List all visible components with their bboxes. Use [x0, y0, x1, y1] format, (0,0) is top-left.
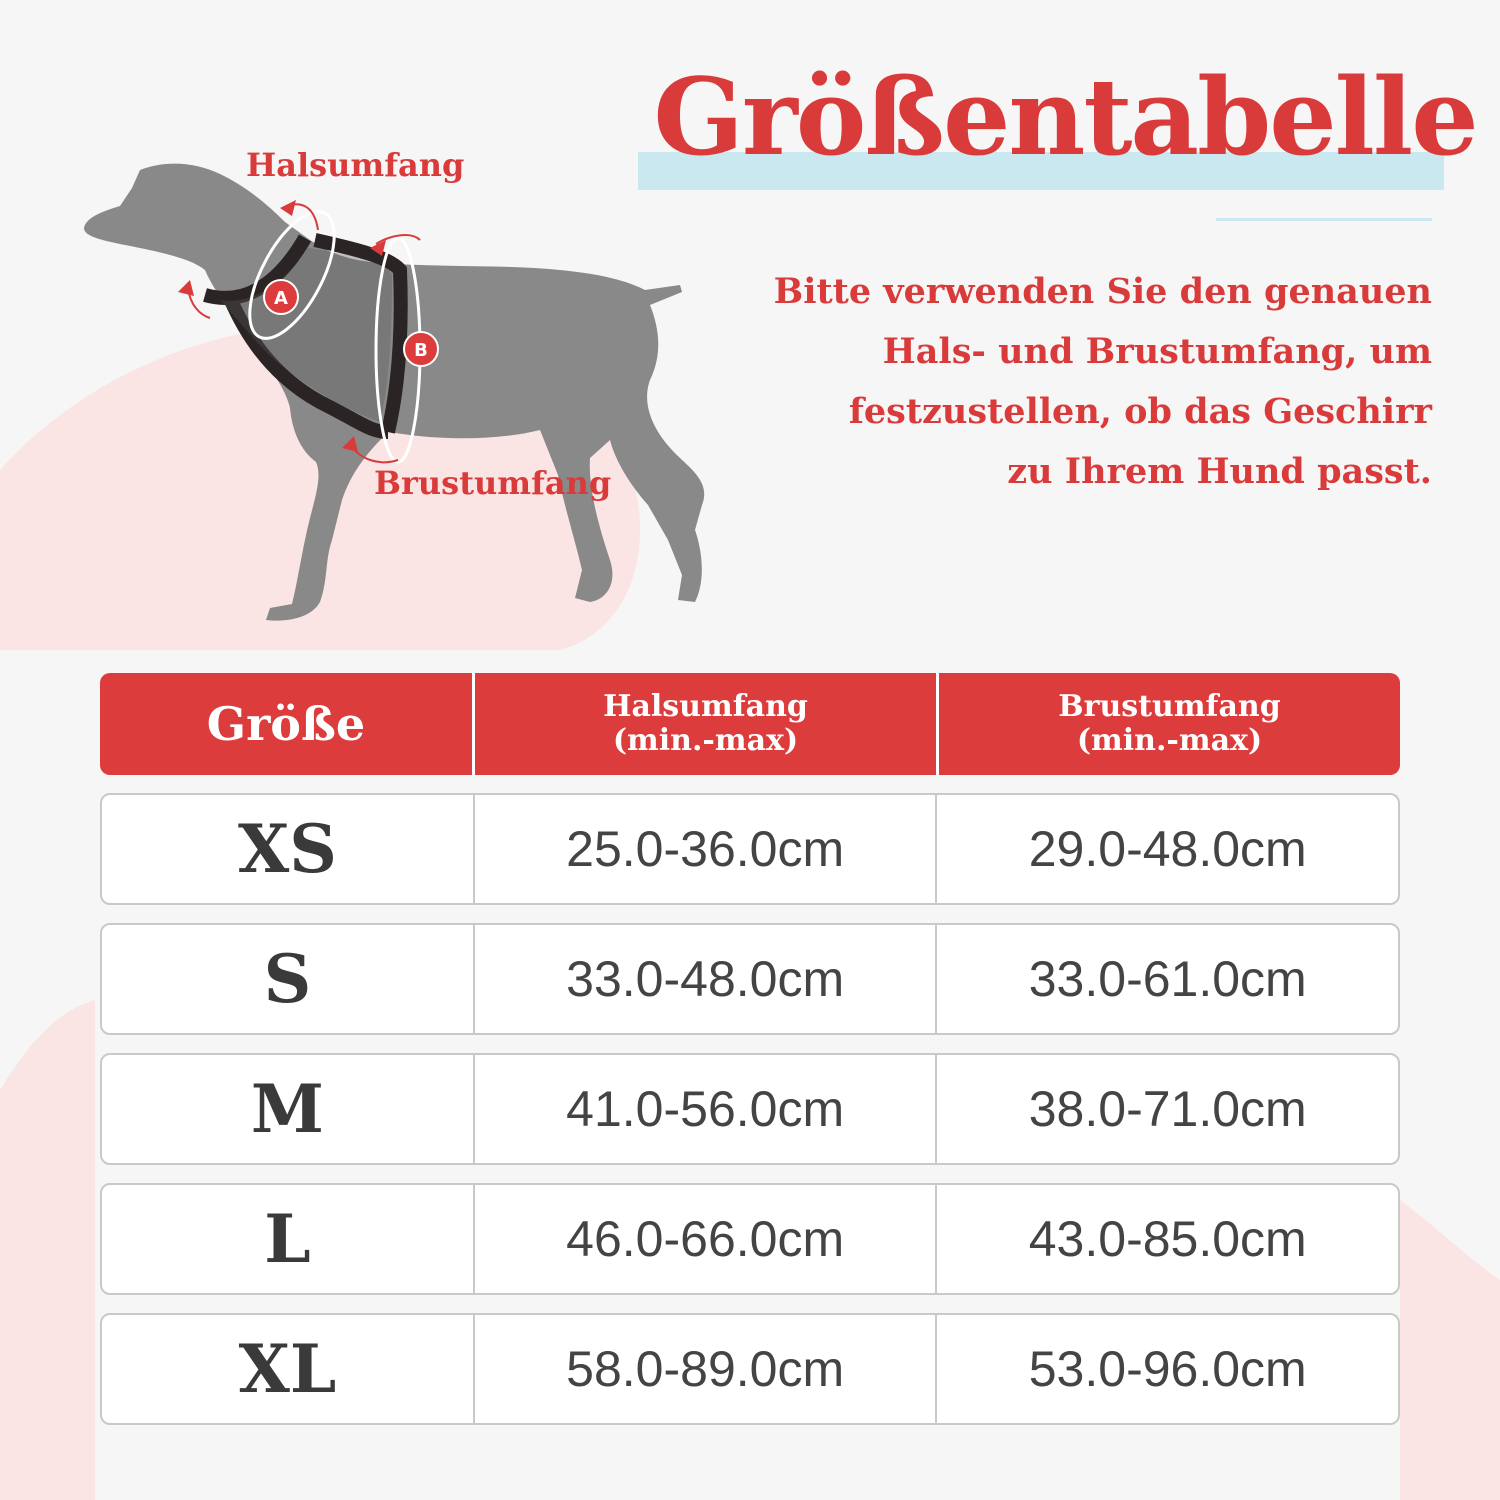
intro-text	[760, 262, 1432, 502]
header-neck	[472, 673, 936, 775]
neck-cell: 33.0-48.0cm	[473, 925, 936, 1033]
table-row	[100, 793, 1400, 905]
page-title: Größentabelle	[653, 54, 1477, 179]
header-chest-range: (min.-max)	[1076, 723, 1263, 758]
size-cell: M	[250, 1070, 324, 1148]
marker-a-label: A	[274, 288, 288, 309]
size-cell: XL	[238, 1330, 337, 1408]
neck-cell: 25.0-36.0cm	[473, 795, 936, 903]
size-table-header	[100, 673, 1400, 775]
header-size-label: Größe	[206, 697, 366, 751]
intro-line: Hals- und Brustumfang, um	[882, 331, 1432, 372]
arrow-icon	[280, 200, 296, 216]
chest-cell: 43.0-85.0cm	[935, 1185, 1398, 1293]
header-chest-label: Brustumfang	[1058, 689, 1281, 724]
header-neck-range: (min.-max)	[612, 723, 799, 758]
intro-line: zu Ihrem Hund passt.	[1007, 451, 1432, 492]
arrow-icon	[178, 280, 194, 296]
neck-cell: 41.0-56.0cm	[473, 1055, 936, 1163]
chest-cell: 33.0-61.0cm	[935, 925, 1398, 1033]
table-row	[100, 1313, 1400, 1425]
chest-cell: 53.0-96.0cm	[935, 1315, 1398, 1423]
chest-circumference-label: Brustumfang	[374, 464, 612, 502]
size-cell: XS	[237, 810, 337, 888]
intro-line: Bitte verwenden Sie den genauen	[773, 271, 1432, 312]
table-row	[100, 923, 1400, 1035]
intro-line: festzustellen, ob das Geschirr	[848, 391, 1432, 432]
table-row	[100, 1053, 1400, 1165]
header-size	[100, 673, 472, 775]
size-cell: S	[263, 940, 312, 1018]
size-table	[100, 673, 1400, 1425]
table-row	[100, 1183, 1400, 1295]
header-neck-label: Halsumfang	[603, 689, 808, 724]
marker-b-label: B	[414, 340, 428, 361]
dog-harness-illustration	[70, 140, 710, 640]
neck-circumference-label: Halsumfang	[246, 146, 465, 184]
neck-cell: 58.0-89.0cm	[473, 1315, 936, 1423]
chest-cell: 29.0-48.0cm	[935, 795, 1398, 903]
chest-cell: 38.0-71.0cm	[935, 1055, 1398, 1163]
size-cell: L	[264, 1200, 311, 1278]
title-underline	[1216, 218, 1432, 221]
neck-cell: 46.0-66.0cm	[473, 1185, 936, 1293]
header-chest	[936, 673, 1400, 775]
